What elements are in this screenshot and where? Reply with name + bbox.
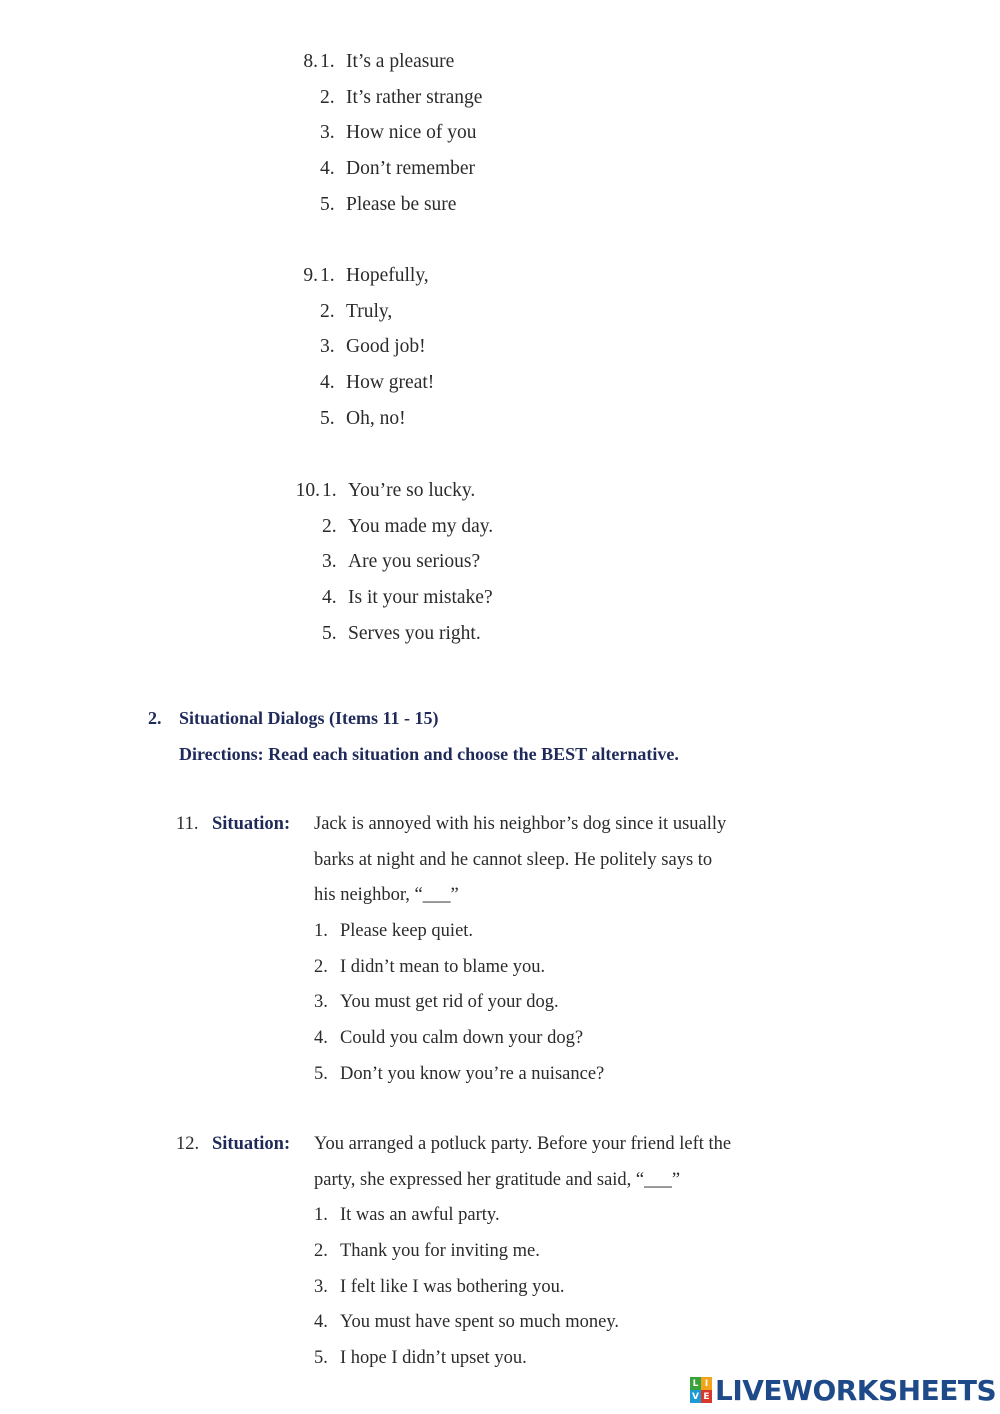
option-number: 1. [320,51,335,72]
logo-letter: V [690,1390,701,1403]
logo-letter: E [701,1390,712,1403]
option-row [286,263,706,299]
option-number: 5. [314,1063,328,1084]
option-text: Don’t remember [346,158,476,180]
option-number: 5. [314,1348,328,1369]
situation-text-line: Jack is annoyed with his neighbor’s dog since it usually [314,814,727,834]
option-number: 1. [314,1205,328,1226]
option-text: Truly, [346,300,393,322]
option-row [282,585,702,621]
option-row [176,1309,816,1345]
situation-head [176,1131,816,1167]
section-heading [148,704,848,776]
situation-label: Situation: [212,1134,291,1154]
option-number: 3. [322,551,337,573]
section-directions: Directions: Read each situation and choose the BEST alternative. [179,744,679,764]
option-row [286,299,706,335]
option-number: 5. [320,407,335,429]
situation-label: Situation: [212,814,291,834]
option-row [286,192,706,228]
option-number: 3. [320,122,335,144]
option-row [282,621,702,657]
option-row [286,85,706,121]
question-8 [286,49,706,227]
option-number: 1. [320,265,335,286]
situation-head [176,811,816,847]
situation-text-line: party, she expressed her gratitude and said, “___” [314,1169,681,1190]
option-text: I felt like I was bothering you. [340,1276,565,1297]
option-row [282,549,702,585]
option-text: Oh, no! [346,407,406,429]
liveworksheets-logo [690,1374,996,1406]
option-text: I didn’t mean to blame you. [340,956,546,977]
option-number: 5. [320,193,335,215]
question-9 [286,263,706,441]
option-text: Please keep quiet. [340,921,474,942]
situation-12 [176,1131,816,1381]
option-number: 4. [320,158,335,180]
option-number: 1. [322,480,337,501]
option-row [176,989,816,1025]
option-row [282,514,702,550]
liveworksheets-logo-text: LIVEWORKSHEETS [715,1373,997,1407]
logo-letter: I [701,1377,712,1390]
option-text: It’s rather strange [346,86,483,108]
option-number: 3. [320,336,335,358]
option-text: Good job! [346,336,426,358]
option-text: Please be sure [346,193,457,215]
question-number: 8. [303,51,318,72]
option-text: How great! [346,372,435,394]
option-row [176,954,816,990]
situation-text-line: his neighbor, “___” [314,885,459,906]
option-number: 2. [314,1241,328,1262]
option-text: It’s a pleasure [346,51,455,72]
question-10 [282,478,702,656]
option-text: Are you serious? [348,551,481,573]
section-number: 2. [148,708,162,728]
option-row [176,1025,816,1061]
option-text: Serves you right. [348,622,481,644]
option-number: 3. [314,1276,328,1297]
option-row [286,334,706,370]
option-number: 4. [322,587,337,609]
option-row [176,1061,816,1097]
option-row [286,49,706,85]
option-text: Thank you for inviting me. [340,1241,540,1262]
option-text: It was an awful party. [340,1205,500,1226]
option-row [286,406,706,442]
option-text: Hopefully, [346,265,429,286]
option-number: 4. [314,1312,328,1333]
option-text: Is it your mistake? [348,587,493,609]
section-title: Situational Dialogs (Items 11 - 15) [179,708,439,728]
situation-text-line: barks at night and he cannot sleep. He politely says to [314,849,713,870]
option-text: You must get rid of your dog. [340,992,559,1013]
item-number: 11. [176,814,199,834]
option-text: You’re so lucky. [348,480,476,501]
option-number: 1. [314,921,328,942]
option-row [286,120,706,156]
option-number: 3. [314,992,328,1013]
option-number: 2. [314,956,328,977]
option-row [176,1274,816,1310]
option-text: I hope I didn’t upset you. [340,1348,527,1369]
option-row [176,1238,816,1274]
option-number: 4. [320,372,335,394]
option-number: 4. [314,1028,328,1049]
liveworksheets-logo-icon [690,1377,712,1403]
option-number: 2. [320,300,335,322]
option-text: You must have spent so much money. [340,1312,620,1333]
option-row [176,1202,816,1238]
question-number: 9. [303,265,318,286]
option-text: Could you calm down your dog? [340,1028,584,1049]
option-number: 5. [322,622,337,644]
option-row [286,370,706,406]
section-title-line [148,704,848,740]
item-number: 12. [176,1134,200,1154]
option-row [286,156,706,192]
option-text: How nice of you [346,122,477,144]
option-text: Don’t you know you’re a nuisance? [340,1063,605,1084]
option-text: You made my day. [348,515,494,537]
logo-letter: L [690,1377,701,1390]
situation-text-line: You arranged a potluck party. Before your friend left the [314,1134,732,1154]
option-number: 2. [322,515,337,537]
option-row [282,478,702,514]
option-row [176,918,816,954]
option-number: 2. [320,86,335,108]
question-number: 10. [295,480,320,501]
situation-11 [176,811,816,1097]
